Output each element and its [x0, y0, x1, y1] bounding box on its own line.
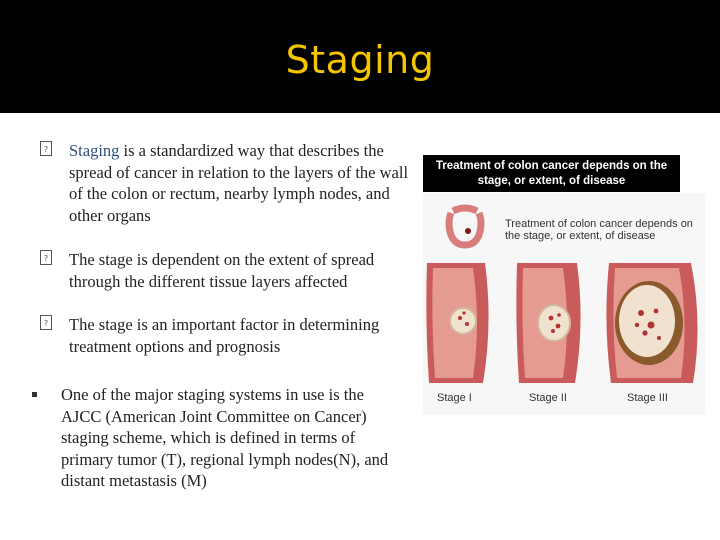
stage-3-illustration [606, 263, 697, 383]
colon-cancer-stages-illustration [423, 193, 705, 415]
slide-title: Staging [285, 38, 435, 82]
bullet-body: is a standardized way that describes the spread of cancer in relation to the layers of the wall of the colon or rectum, nearby lymph nodes, and other organs [69, 141, 409, 225]
bullet-text [69, 140, 415, 226]
stage-1-illustration [426, 263, 488, 383]
square-bullet-icon [32, 392, 37, 397]
bullet-icon: ? [40, 315, 52, 330]
bullet-text: The stage is an important factor in determining treatment options and prognosis [69, 315, 380, 356]
bullet-text: One of the major staging systems in use is the AJCC (American Joint Committee on Cancer) staging scheme, which is defined in terms of primary tumor (T), regional lymph nodes(N), and distant metastasis (M) [61, 385, 389, 490]
bullet-icon: ? [40, 250, 52, 265]
bullet-item [40, 140, 415, 226]
bullet-item [40, 314, 415, 357]
bullet-item [32, 384, 392, 492]
stage-1-label: Stage I [437, 392, 472, 404]
figure-inner-caption: Treatment of colon cancer depends on the stage, or extent, of disease [505, 218, 693, 242]
stage-3-label: Stage III [627, 392, 668, 404]
bullet-keyword: Staging [69, 141, 120, 160]
bullet-text: The stage is dependent on the extent of spread through the different tissue layers affected [69, 250, 375, 291]
bullet-icon: ? [40, 141, 52, 156]
bullet-item [40, 249, 415, 292]
stage-2-illustration [516, 263, 580, 383]
stage-2-label: Stage II [529, 392, 567, 404]
figure-caption: Treatment of colon cancer depends on the stage, or extent, of disease [423, 155, 680, 192]
